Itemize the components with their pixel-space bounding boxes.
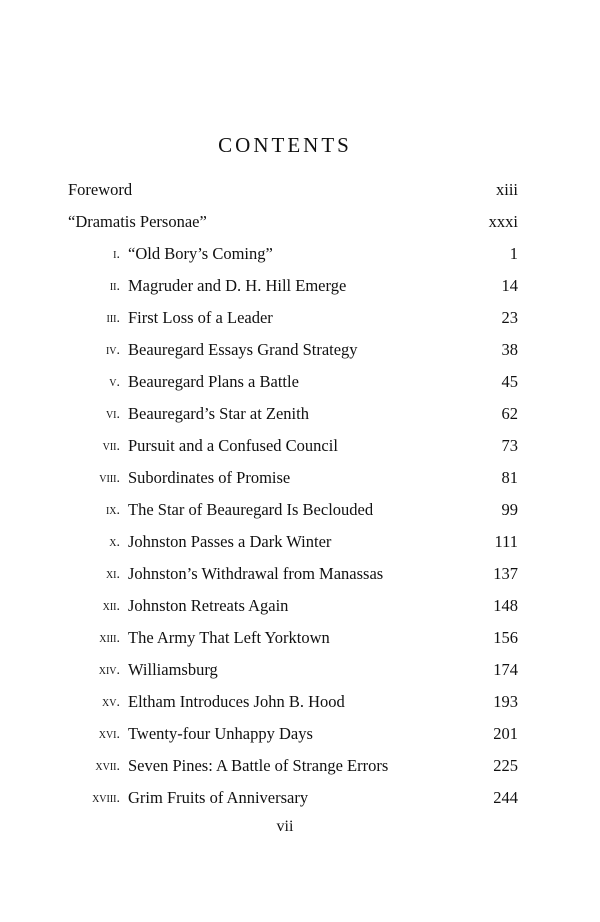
chapter-number: vii. bbox=[102, 439, 120, 454]
chapter-title: Subordinates of Promise bbox=[128, 468, 291, 487]
chapter-number: xvi. bbox=[98, 727, 120, 742]
page-number-folio: vii bbox=[276, 818, 294, 835]
chapter-page: 225 bbox=[493, 756, 518, 775]
chapter-number: x. bbox=[109, 535, 120, 550]
chapter-page: 23 bbox=[501, 308, 518, 327]
toc-chapter-16 bbox=[68, 724, 518, 756]
chapter-title: Williamsburg bbox=[128, 660, 218, 679]
toc-chapter-2 bbox=[68, 276, 518, 308]
chapter-number: xv. bbox=[102, 695, 120, 710]
toc-chapter-8 bbox=[68, 468, 518, 500]
chapter-title: Beauregard Essays Grand Strategy bbox=[128, 340, 358, 359]
chapter-number: ix. bbox=[105, 503, 120, 518]
toc-entry-label: Foreword bbox=[68, 180, 133, 199]
toc-entry-foreword bbox=[68, 180, 518, 212]
chapter-number: iv. bbox=[105, 343, 120, 358]
chapter-title: Johnston Passes a Dark Winter bbox=[128, 532, 332, 551]
chapter-number: ii. bbox=[109, 279, 120, 294]
chapter-title: Magruder and D. H. Hill Emerge bbox=[128, 276, 347, 295]
chapter-page: 62 bbox=[501, 404, 518, 423]
chapter-page: 201 bbox=[493, 724, 518, 743]
toc-chapter-11 bbox=[68, 564, 518, 596]
toc-chapter-12 bbox=[68, 596, 518, 628]
contents-list bbox=[68, 180, 518, 820]
chapter-title: Grim Fruits of Anniversary bbox=[128, 788, 309, 807]
chapter-number: viii. bbox=[99, 471, 120, 486]
chapter-number: iii. bbox=[106, 311, 120, 326]
toc-chapter-5 bbox=[68, 372, 518, 404]
toc-chapter-6 bbox=[68, 404, 518, 436]
chapter-page: 244 bbox=[493, 788, 518, 807]
toc-chapter-14 bbox=[68, 660, 518, 692]
chapter-page: 99 bbox=[501, 500, 518, 519]
chapter-page: 137 bbox=[493, 564, 518, 583]
toc-chapter-3 bbox=[68, 308, 518, 340]
chapter-title: Seven Pines: A Battle of Strange Errors bbox=[128, 756, 389, 775]
chapter-title: Pursuit and a Confused Council bbox=[128, 436, 338, 455]
toc-chapter-4 bbox=[68, 340, 518, 372]
chapter-title: First Loss of a Leader bbox=[128, 308, 273, 327]
page-title: CONTENTS bbox=[218, 133, 352, 157]
chapter-title: The Star of Beauregard Is Beclouded bbox=[128, 500, 374, 519]
toc-entry-dramatis-personae bbox=[68, 212, 518, 244]
chapter-page: 38 bbox=[501, 340, 518, 359]
toc-chapter-10 bbox=[68, 532, 518, 564]
toc-chapter-17 bbox=[68, 756, 518, 788]
chapter-page: 45 bbox=[501, 372, 518, 391]
chapter-title: Johnston’s Withdrawal from Manassas bbox=[128, 564, 384, 583]
chapter-title: Twenty-four Unhappy Days bbox=[128, 724, 313, 743]
chapter-page: 14 bbox=[501, 276, 518, 295]
chapter-title: “Old Bory’s Coming” bbox=[128, 244, 273, 263]
chapter-page: 148 bbox=[493, 596, 518, 615]
toc-entry-page: xxxi bbox=[488, 212, 518, 231]
chapter-page: 193 bbox=[493, 692, 518, 711]
chapter-page: 174 bbox=[493, 660, 518, 679]
chapter-page: 1 bbox=[509, 244, 518, 263]
chapter-title: Johnston Retreats Again bbox=[128, 596, 289, 615]
chapter-number: xii. bbox=[102, 599, 120, 614]
toc-chapter-9 bbox=[68, 500, 518, 532]
chapter-number: vi. bbox=[105, 407, 120, 422]
chapter-title: The Army That Left Yorktown bbox=[128, 628, 330, 647]
chapter-number: xviii. bbox=[92, 791, 120, 806]
toc-entry-page: xiii bbox=[495, 180, 518, 199]
chapter-page: 73 bbox=[501, 436, 518, 455]
chapter-number: i. bbox=[113, 247, 120, 262]
chapter-number: xiv. bbox=[98, 663, 120, 678]
chapter-title: Beauregard Plans a Battle bbox=[128, 372, 299, 391]
chapter-page: 111 bbox=[494, 532, 518, 551]
chapter-page: 156 bbox=[493, 628, 518, 647]
toc-chapter-7 bbox=[68, 436, 518, 468]
chapter-number: v. bbox=[109, 375, 120, 390]
chapter-number: xvii. bbox=[95, 759, 120, 774]
toc-chapter-1 bbox=[68, 244, 518, 276]
toc-entry-label: “Dramatis Personae” bbox=[68, 212, 207, 231]
chapter-number: xiii. bbox=[99, 631, 120, 646]
chapter-title: Beauregard’s Star at Zenith bbox=[128, 404, 309, 423]
toc-chapter-15 bbox=[68, 692, 518, 724]
toc-chapter-18 bbox=[68, 788, 518, 820]
chapter-title: Eltham Introduces John B. Hood bbox=[128, 692, 345, 711]
chapter-number: xi. bbox=[105, 567, 120, 582]
chapter-page: 81 bbox=[501, 468, 518, 487]
toc-chapter-13 bbox=[68, 628, 518, 660]
